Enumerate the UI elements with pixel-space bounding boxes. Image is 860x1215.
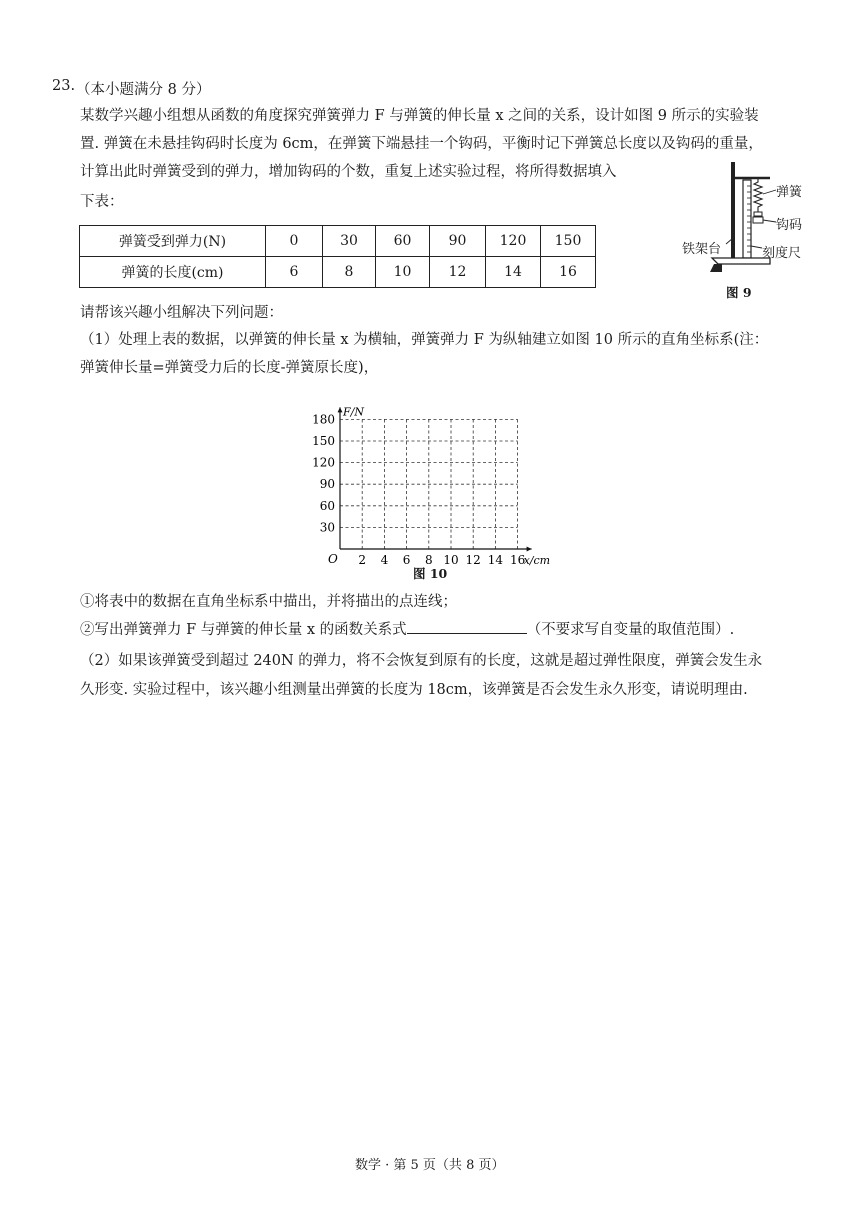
table-cell: 0: [266, 226, 323, 257]
table-cell: 30: [323, 226, 376, 257]
y-tick-label: 30: [319, 520, 335, 535]
table-cell: 14: [486, 257, 541, 288]
leader-weight: [763, 220, 776, 222]
chart-axes: [338, 407, 532, 551]
question-score-note: （本小题满分 8 分）: [76, 82, 211, 98]
intro-line-1: 某数学兴趣小组想从函数的角度探究弹簧弹力 F 与弹簧的伸长量 x 之间的关系，设计如图 9 所示的实验装: [80, 108, 759, 124]
label-spring: 弹簧: [776, 185, 803, 200]
intro-line-2: 置. 弹簧在未悬挂钩码时长度为 6cm，在弹簧下端悬挂一个钩码，平衡时记下弹簧总长度以及钩码的重量，: [80, 136, 763, 152]
intro-line-4: 下表：: [80, 194, 124, 210]
stand-foot: [710, 264, 722, 272]
x-tick-label: 4: [380, 553, 389, 567]
part1-line-1: （1）处理上表的数据，以弹簧的伸长量 x 为横轴，弹簧弹力 F 为纵轴建立如图 10 所示的直角坐标系(注：: [80, 332, 769, 348]
sub2-text-before: ②写出弹簧弹力 F 与弹簧的伸长量 x 的函数关系式: [80, 622, 407, 638]
part1-sub2: [80, 617, 810, 644]
x-axis-arrow: [527, 547, 532, 552]
chart-grid: [340, 419, 518, 549]
label-weight: 钩码: [776, 218, 803, 233]
figure10-chart: [308, 388, 568, 578]
x-tick-label: 12: [465, 553, 481, 567]
x-axis-label: x/cm: [523, 554, 551, 567]
label-ruler: 刻度尺: [762, 246, 802, 261]
stand-pole: [731, 162, 735, 258]
page-footer: 数学 · 第 5 页（共 8 页）: [355, 1158, 505, 1173]
table-cell: 10: [376, 257, 430, 288]
leader-ruler: [751, 246, 762, 248]
table-cell: 8: [323, 257, 376, 288]
part2-line-1: （2）如果该弹簧受到超过 240N 的弹力，将不会恢复到原有的长度，这就是超过弹性限度，弹簧会发生永: [80, 653, 763, 669]
table-row: [80, 226, 596, 257]
label-stand: 铁架台: [682, 242, 722, 257]
part2-line-2: 久形变. 实验过程中，该兴趣小组测量出弹簧的长度为 18cm，该弹簧是否会发生永久形变，请说明理由.: [80, 682, 748, 698]
weight-top: [754, 212, 762, 216]
figure10-caption: 图 10: [413, 566, 448, 581]
table-cell: 16: [541, 257, 596, 288]
request-line: 请帮该兴趣小组解决下列问题：: [80, 305, 283, 321]
chart-tick-labels: [312, 412, 525, 567]
y-tick-label: 90: [319, 477, 335, 492]
table-cell: 12: [430, 257, 486, 288]
part1-sub1: ①将表中的数据在直角坐标系中描出，并将描出的点连线；: [80, 594, 457, 610]
table-cell: 6: [266, 257, 323, 288]
spring: [754, 178, 762, 212]
table-cell: 60: [376, 226, 430, 257]
table-cell: 120: [486, 226, 541, 257]
sub2-text-after: （不要求写自变量的取值范围）.: [526, 622, 735, 638]
x-tick-label: 8: [424, 553, 433, 567]
leader-spring: [763, 190, 776, 194]
figure9-caption: 图 9: [726, 285, 752, 300]
x-tick-label: 6: [402, 553, 411, 567]
part1-line-2: 弹簧伸长量=弹簧受力后的长度-弹簧原长度)，: [80, 360, 379, 376]
origin-label: O: [328, 552, 338, 566]
question-number: 23.: [52, 78, 76, 94]
intro-line-3: 计算出此时弹簧受到的弹力，增加钩码的个数，重复上述实验过程，将所得数据填入: [80, 164, 617, 180]
x-tick-label: 16: [509, 553, 526, 567]
y-axis-label: F/N: [343, 405, 364, 419]
table-row: [80, 257, 596, 288]
x-tick-label: 2: [358, 553, 367, 567]
y-axis-arrow: [338, 407, 343, 412]
table-cell: 150: [541, 226, 596, 257]
row2-label: 弹簧的长度(cm): [80, 257, 266, 288]
y-tick-label: 150: [312, 434, 335, 448]
table-cell: 90: [430, 226, 486, 257]
answer-blank[interactable]: [407, 619, 527, 634]
y-tick-label: 180: [312, 412, 335, 427]
weight-body: [753, 217, 763, 223]
row1-label: 弹簧受到弹力(N): [80, 226, 266, 257]
y-tick-label: 120: [312, 455, 335, 470]
data-table: [79, 225, 596, 288]
y-tick-label: 60: [319, 498, 335, 513]
x-tick-label: 10: [443, 553, 459, 567]
x-tick-label: 14: [487, 553, 504, 567]
